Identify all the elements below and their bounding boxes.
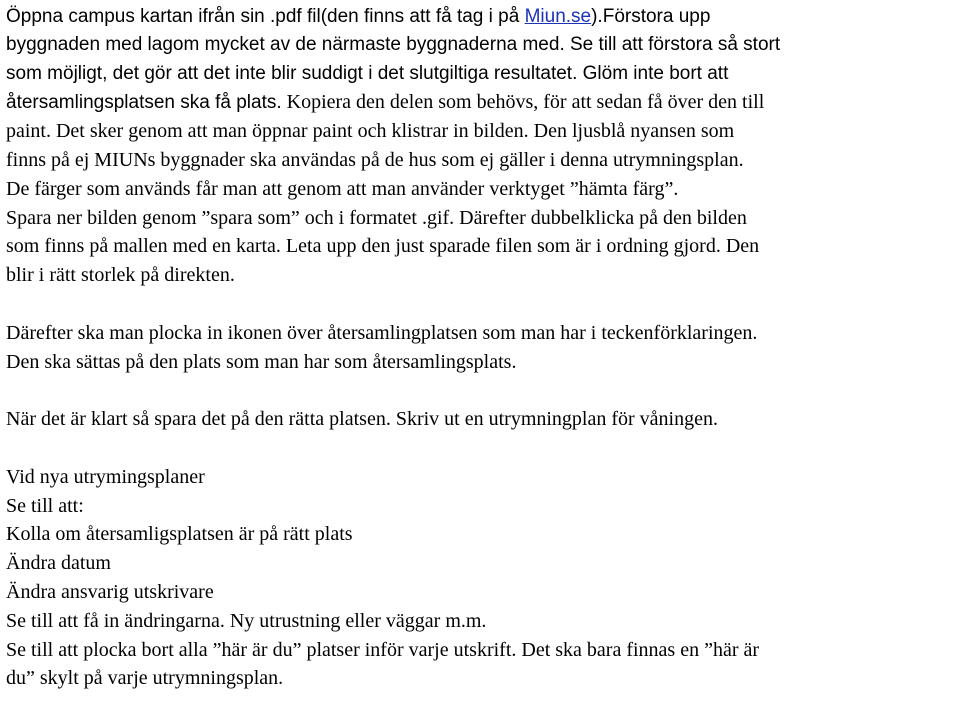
- checklist-item: Se till att plocka bort alla ”här är du” platser inför varje utskrift. Det ska bara finnas en ”här är: [6, 638, 760, 661]
- text-line: De färger som används får man att genom att man använder verktyget ”hämta färg”.: [6, 177, 679, 200]
- paragraph-save-print: [6, 405, 956, 434]
- text-line: paint. Det sker genom att man öppnar paint och klistrar in bilden. Den ljusblå nyansen som: [6, 120, 735, 143]
- text-line: Därefter ska man plocka in ikonen över återsamlingplatsen som man har i teckenförklaringen.: [6, 321, 758, 344]
- text-line: finns på ej MIUNs byggnader ska användas på de hus som ej gäller i denna utrymningsplan.: [6, 148, 744, 171]
- paragraph-spacer: [6, 376, 956, 405]
- checklist-item: du” skylt på varje utrymningsplan.: [6, 667, 284, 690]
- text-line: Spara ner bilden genom ”spara som” och i formatet .gif. Därefter dubbelklicka på den bilden: [6, 206, 747, 229]
- paragraph-spacer: [6, 434, 956, 463]
- text-line: Se till att:: [6, 494, 84, 517]
- text-line: som möjligt, det gör att det inte blir suddigt i det slutgiltiga resultatet. Glöm inte bort att: [6, 62, 729, 84]
- checklist-item: Kolla om återsamligsplatsen är på rätt plats: [6, 523, 353, 546]
- paragraph-icon-placement: [6, 319, 956, 377]
- text-span: återsamlingsplatsen ska få plats.: [6, 92, 282, 114]
- checklist-item: Se till att få in ändringarna. Ny utrustning eller väggar m.m.: [6, 609, 487, 632]
- paragraph-spacer: [6, 290, 956, 319]
- paragraph-new-plans-checklist: [6, 463, 956, 693]
- text-span: ).Förstora upp: [591, 6, 711, 27]
- text-line: som finns på mallen med en karta. Leta upp den just sparade filen som är i ordning gjord. Den: [6, 235, 760, 258]
- text-line: blir i rätt storlek på direkten.: [6, 264, 235, 287]
- text-span: Kopiera den delen som behövs, för att sedan få över den till: [281, 91, 765, 114]
- text-span: Öppna campus kartan ifrån sin .pdf fil(den finns att få tag i på: [6, 6, 525, 27]
- text-line: Den ska sättas på den plats som man har som återsamlingsplats.: [6, 350, 517, 373]
- checklist-item: Ändra ansvarig utskrivare: [6, 580, 214, 603]
- text-line: Vid nya utrymingsplaner: [6, 465, 205, 488]
- text-line: [6, 2, 956, 31]
- checklist-item: Ändra datum: [6, 552, 111, 575]
- miun-link[interactable]: Miun.se: [524, 6, 592, 27]
- text-line: När det är klart så spara det på den rätta platsen. Skriv ut en utrymningplan för våningen.: [6, 408, 718, 431]
- text-line: byggnaden med lagom mycket av de närmaste byggnaderna med. Se till att förstora så stort: [6, 33, 781, 55]
- document-body: [6, 2, 956, 693]
- text-line: [6, 88, 956, 117]
- paragraph-instructions-map: [6, 2, 956, 290]
